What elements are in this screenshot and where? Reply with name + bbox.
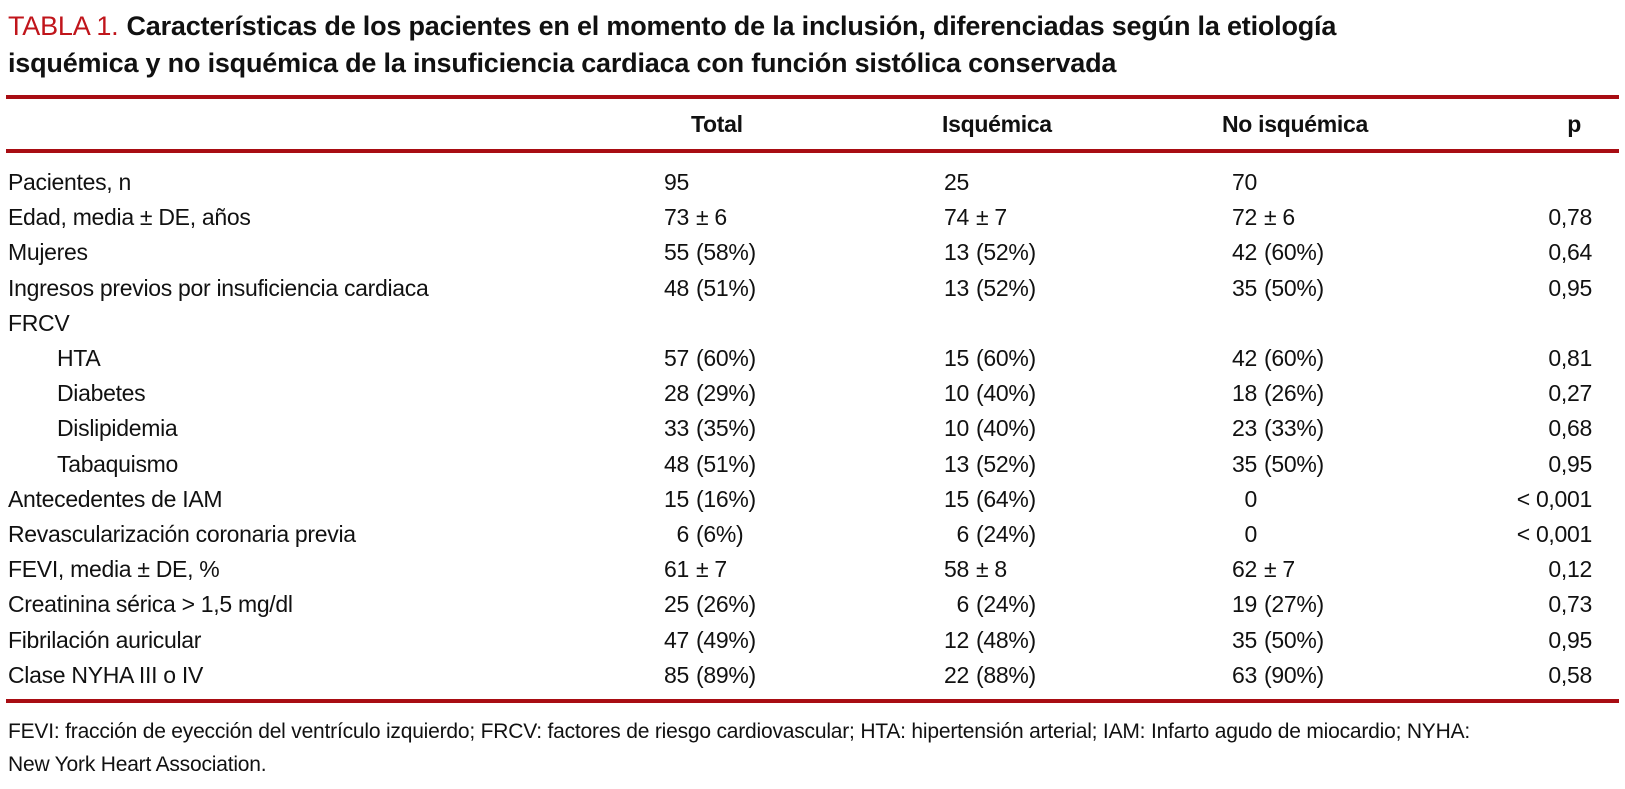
value-detail: (89%) [696, 661, 756, 688]
cell-total [654, 556, 934, 583]
value-detail: (50%) [1264, 626, 1324, 653]
table-row [0, 200, 1625, 235]
table-row [0, 587, 1625, 622]
cell-p: 0,27 [1548, 380, 1592, 407]
value-number: 12 [944, 626, 969, 653]
table-row [0, 306, 1625, 341]
value-number: 35 [1232, 274, 1257, 301]
cell-p: < 0,001 [1516, 520, 1592, 547]
cell-isquemica [934, 310, 1222, 337]
cell-total [654, 345, 934, 372]
header-row [0, 99, 1625, 149]
value-number: 35 [1232, 626, 1257, 653]
value-number: 10 [944, 415, 969, 442]
cell-no-isquemica [1222, 239, 1472, 266]
value-detail: (52%) [976, 274, 1036, 301]
table-row [0, 517, 1625, 552]
cell-p: 0,68 [1548, 415, 1592, 442]
value-number: 25 [664, 591, 689, 618]
value-detail: (33%) [1264, 415, 1324, 442]
row-label: Antecedentes de IAM [8, 485, 223, 512]
cell-isquemica [934, 169, 1222, 196]
cell-total [654, 591, 934, 618]
cell-total [654, 662, 934, 689]
cell-total [654, 486, 934, 513]
row-label: Revascularización coronaria previa [8, 520, 356, 547]
cell-no-isquemica [1222, 451, 1472, 478]
cell-total [654, 627, 934, 654]
cell-no-isquemica [1222, 415, 1472, 442]
value-number: 70 [1232, 169, 1257, 196]
value-detail: (35%) [696, 415, 756, 442]
cell-total [654, 521, 934, 548]
table-row [0, 447, 1625, 482]
value-number: 74 [944, 204, 969, 231]
value-detail: (29%) [696, 380, 756, 407]
value-detail: ± 8 [976, 556, 1007, 583]
value-number: 18 [1232, 380, 1257, 407]
value-number: 72 [1232, 204, 1257, 231]
value-detail: (16%) [696, 485, 756, 512]
row-label: Clase NYHA III o IV [8, 661, 203, 688]
cell-isquemica [934, 345, 1222, 372]
cell-isquemica [934, 380, 1222, 407]
cell-total [654, 204, 934, 231]
cell-total [654, 239, 934, 266]
value-number: 13 [944, 239, 969, 266]
cell-no-isquemica [1222, 275, 1472, 302]
value-detail: (58%) [696, 239, 756, 266]
value-detail: (48%) [976, 626, 1036, 653]
value-number: 42 [1232, 345, 1257, 372]
cell-total [654, 415, 934, 442]
cell-total [654, 275, 934, 302]
cell-p: 0,78 [1548, 204, 1592, 231]
cell-no-isquemica [1222, 310, 1472, 337]
cell-p: < 0,001 [1516, 485, 1592, 512]
row-label: FEVI, media ± DE, % [8, 556, 220, 583]
cell-isquemica [934, 275, 1222, 302]
table-row [0, 271, 1625, 306]
value-number: 0 [1244, 520, 1257, 547]
value-number: 42 [1232, 239, 1257, 266]
value-number: 57 [664, 345, 689, 372]
row-label: Fibrilación auricular [8, 626, 202, 653]
value-detail: ± 7 [696, 556, 727, 583]
cell-p: 0,58 [1548, 661, 1592, 688]
value-number: 35 [1232, 450, 1257, 477]
row-label: Ingresos previos por insuficiencia cardiaca [8, 274, 429, 301]
row-label: FRCV [8, 309, 70, 336]
column-header-isquemica: Isquémica [942, 110, 1052, 137]
table-row [0, 165, 1625, 200]
value-detail: (52%) [976, 239, 1036, 266]
value-detail: (90%) [1264, 661, 1324, 688]
value-number: 6 [956, 591, 969, 618]
value-number: 55 [664, 239, 689, 266]
cell-isquemica [934, 627, 1222, 654]
column-header-total: Total [691, 110, 743, 137]
value-number: 95 [664, 169, 689, 196]
value-number: 6 [676, 520, 689, 547]
cell-p: 0,95 [1548, 274, 1592, 301]
cell-isquemica [934, 591, 1222, 618]
cell-isquemica [934, 204, 1222, 231]
row-label: Pacientes, n [8, 169, 131, 196]
value-detail: (26%) [696, 591, 756, 618]
value-number: 33 [664, 415, 689, 442]
cell-isquemica [934, 556, 1222, 583]
row-label: HTA [57, 345, 101, 372]
value-number: 15 [944, 345, 969, 372]
cell-p: 0,95 [1548, 626, 1592, 653]
value-number: 0 [1244, 485, 1257, 512]
value-detail: (60%) [696, 345, 756, 372]
row-label: Dislipidemia [57, 415, 178, 442]
cell-no-isquemica [1222, 662, 1472, 689]
value-number: 85 [664, 661, 689, 688]
cell-no-isquemica [1222, 169, 1472, 196]
value-number: 48 [664, 450, 689, 477]
row-label: Mujeres [8, 239, 88, 266]
value-number: 10 [944, 380, 969, 407]
cell-isquemica [934, 662, 1222, 689]
value-number: 73 [664, 204, 689, 231]
value-number: 13 [944, 274, 969, 301]
row-label: Diabetes [57, 380, 146, 407]
cell-no-isquemica [1222, 204, 1472, 231]
table-number: TABLA 1. [8, 11, 119, 41]
value-detail: ± 6 [696, 204, 727, 231]
table-row [0, 411, 1625, 446]
value-detail: (24%) [976, 591, 1036, 618]
value-detail: (50%) [1264, 274, 1324, 301]
value-number: 15 [664, 485, 689, 512]
table-row [0, 235, 1625, 270]
value-detail: (64%) [976, 485, 1036, 512]
value-detail: ± 7 [976, 204, 1007, 231]
value-detail: (60%) [1264, 345, 1324, 372]
value-number: 19 [1232, 591, 1257, 618]
value-number: 58 [944, 556, 969, 583]
table-row [0, 482, 1625, 517]
table-caption-line1: Características de los pacientes en el momento de la inclusión, diferenciadas según la etiología [126, 11, 1337, 41]
value-number: 6 [956, 520, 969, 547]
value-detail: (60%) [976, 345, 1036, 372]
cell-p: 0,81 [1548, 345, 1592, 372]
column-header-no-isquemica: No isquémica [1222, 110, 1368, 137]
cell-total [654, 451, 934, 478]
cell-p: 0,12 [1548, 556, 1592, 583]
cell-no-isquemica [1222, 380, 1472, 407]
value-number: 61 [664, 556, 689, 583]
value-detail: (27%) [1264, 591, 1324, 618]
cell-no-isquemica [1222, 345, 1472, 372]
table-row [0, 376, 1625, 411]
value-detail: (26%) [1264, 380, 1324, 407]
cell-no-isquemica [1222, 521, 1472, 548]
value-detail: ± 6 [1264, 204, 1295, 231]
cell-p: 0,95 [1548, 450, 1592, 477]
table-caption-line2: isquémica y no isquémica de la insuficiencia cardiaca con función sistólica conservada [8, 48, 1117, 78]
table-title [8, 8, 1615, 82]
value-detail: (51%) [696, 450, 756, 477]
footnote-line1: FEVI: fracción de eyección del ventrículo izquierdo; FRCV: factores de riesgo cardiovascular; HTA: hipertensión arterial; IAM: Infarto agudo de miocardio; NYHA: [8, 719, 1471, 743]
cell-isquemica [934, 451, 1222, 478]
value-number: 28 [664, 380, 689, 407]
cell-total [654, 380, 934, 407]
value-number: 22 [944, 661, 969, 688]
table-footnote [8, 715, 1615, 781]
table-row [0, 658, 1625, 693]
value-number: 23 [1232, 415, 1257, 442]
value-number: 13 [944, 450, 969, 477]
column-header-p: p [1567, 110, 1581, 137]
cell-total [654, 169, 934, 196]
table-figure [0, 8, 1625, 789]
footnote-line2: New York Heart Association. [8, 752, 267, 776]
cell-isquemica [934, 486, 1222, 513]
table-row [0, 341, 1625, 376]
value-detail: (51%) [696, 274, 756, 301]
value-number: 63 [1232, 661, 1257, 688]
value-number: 62 [1232, 556, 1257, 583]
table-row [0, 552, 1625, 587]
cell-no-isquemica [1222, 627, 1472, 654]
cell-no-isquemica [1222, 556, 1472, 583]
cell-no-isquemica [1222, 591, 1472, 618]
value-detail: (24%) [976, 520, 1036, 547]
cell-isquemica [934, 415, 1222, 442]
value-detail: (50%) [1264, 450, 1324, 477]
cell-p: 0,73 [1548, 591, 1592, 618]
value-detail: (6%) [696, 520, 744, 547]
table-body [0, 153, 1625, 699]
value-number: 47 [664, 626, 689, 653]
bottom-rule [6, 699, 1619, 703]
value-detail: (40%) [976, 380, 1036, 407]
cell-isquemica [934, 521, 1222, 548]
value-detail: ± 7 [1264, 556, 1295, 583]
row-label: Edad, media ± DE, años [8, 204, 251, 231]
row-label: Creatinina sérica > 1,5 mg/dl [8, 591, 293, 618]
row-label: Tabaquismo [57, 450, 179, 477]
cell-total [654, 310, 934, 337]
table-row [0, 622, 1625, 657]
cell-isquemica [934, 239, 1222, 266]
cell-no-isquemica [1222, 486, 1472, 513]
cell-p: 0,64 [1548, 239, 1592, 266]
value-detail: (60%) [1264, 239, 1324, 266]
value-number: 48 [664, 274, 689, 301]
value-number: 15 [944, 485, 969, 512]
value-detail: (40%) [976, 415, 1036, 442]
value-detail: (49%) [696, 626, 756, 653]
value-detail: (52%) [976, 450, 1036, 477]
value-detail: (88%) [976, 661, 1036, 688]
value-number: 25 [944, 169, 969, 196]
